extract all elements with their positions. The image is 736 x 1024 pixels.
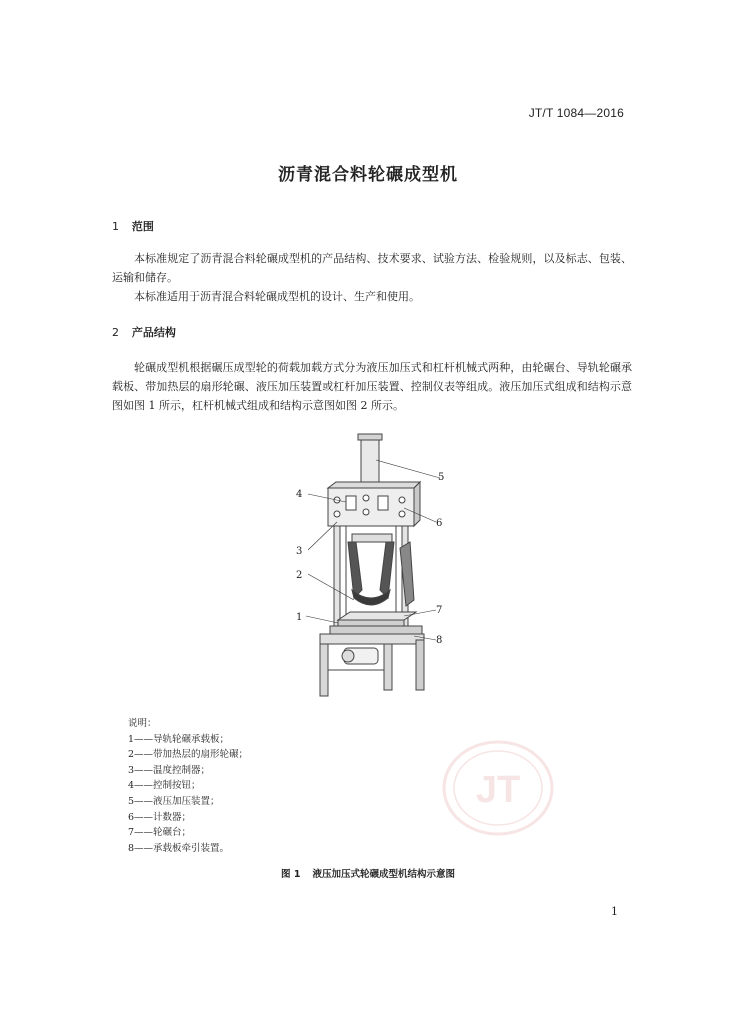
callout-1: 1 [296,612,303,623]
section-1-heading [112,218,154,234]
figure-caption-label: 图 1 [281,869,301,880]
legend-item: 8——承载板牵引装置。 [128,842,230,854]
legend-item: 2——带加热层的扇形轮碾； [128,749,249,761]
section-1-paragraph-2: 本标准适用于沥青混合料轮碾成型机的设计、生产和使用。 [134,290,420,303]
callout-4: 4 [296,489,303,500]
legend-item: 6——计数器； [128,811,192,823]
callout-2: 2 [296,570,303,581]
legend-item: 1——导轨轮碾承载板； [128,733,230,745]
callout-5: 5 [438,472,445,483]
callout-8: 8 [436,635,443,646]
legend-item: 4——控制按钮； [128,780,201,792]
watermark-text: JT [475,769,521,811]
legend-title: 说明： [128,718,157,729]
standard-code: JT/T 1084—2016 [528,106,624,120]
legend-item: 3——温度控制器； [128,764,211,776]
page-number: 1 [611,905,618,918]
section-1-paragraph-1: 本标准规定了沥青混合料轮碾成型机的产品结构、技术要求、试验方法、检验规则，以及标志、包装、运输和储存。 [112,252,632,284]
jt-watermark-logo [440,738,556,838]
machine-diagram [290,430,450,700]
legend-item: 7——轮碾台； [128,827,192,839]
document-title: 沥青混合料轮碾成型机 [278,165,458,185]
section-title: 产品结构 [131,326,176,339]
figure-legend [128,716,248,856]
section-2-paragraph-1: 轮碾成型机根据碾压成型轮的荷载加载方式分为液压加压式和杠杆机械式两种，由轮碾台、导轨轮碾承载板、带加热层的扇形轮碾、液压加压装置或杠杆加压装置、控制仪表等组成。液压加压式组成和结构示意图如图 1 所示，杠杆机械式组成和结构示意图如图 2 所示。 [112,361,632,412]
callout-6: 6 [436,518,443,529]
section-number: 2 [112,326,119,339]
callout-7: 7 [436,605,443,616]
section-2-heading [112,324,176,340]
legend-item: 5——液压加压装置； [128,795,220,807]
callout-3: 3 [296,546,303,557]
figure-caption [0,866,736,880]
section-number: 1 [112,220,119,233]
section-title: 范围 [131,220,154,233]
figure-caption-text: 液压加压式轮碾成型机结构示意图 [312,869,455,880]
